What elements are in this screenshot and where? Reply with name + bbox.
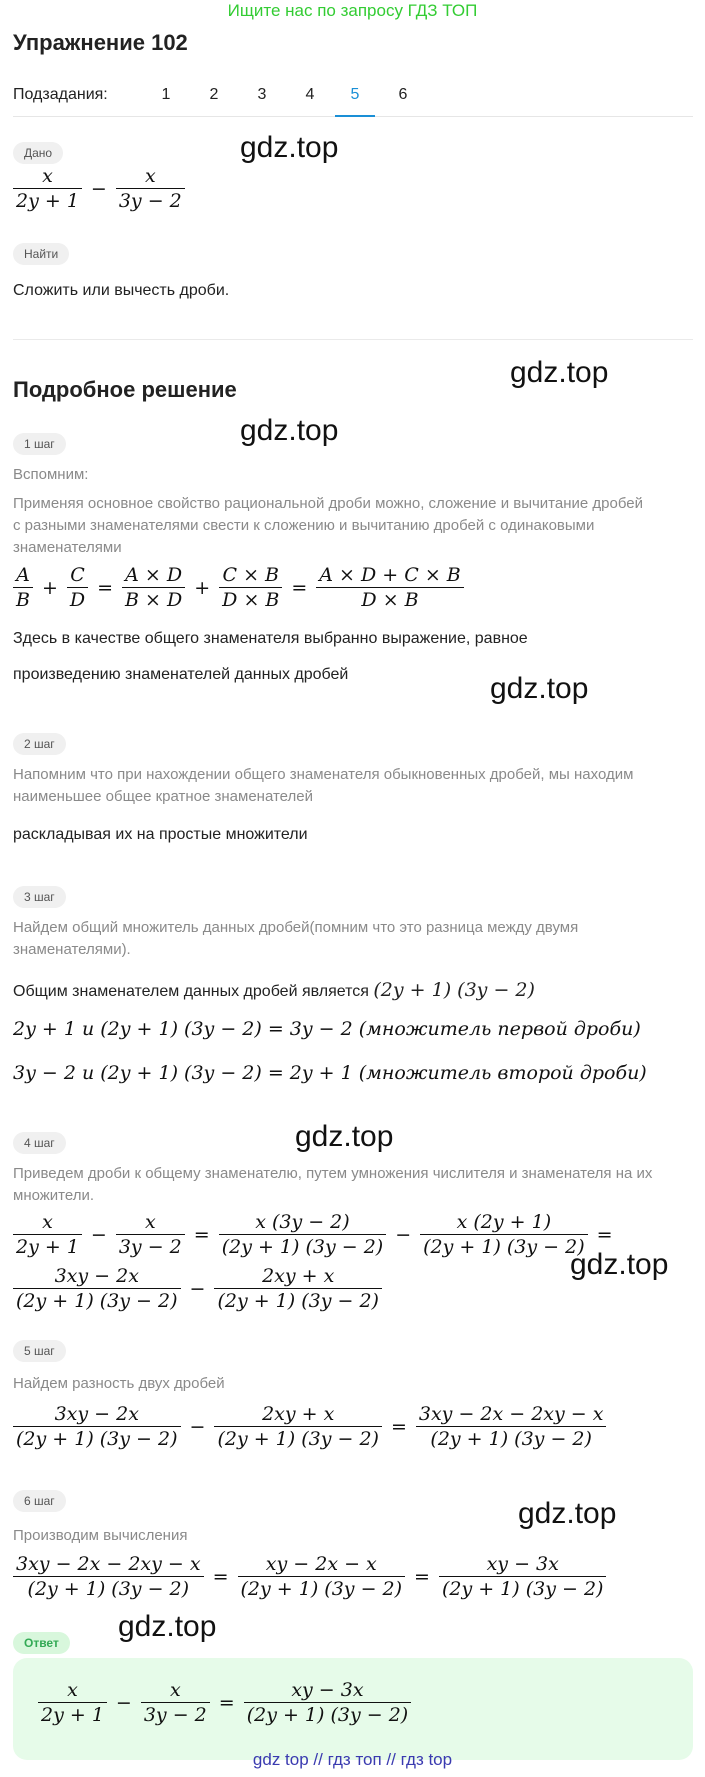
step3-line1: 2y + 1 и (2y + 1) (3y − 2) = 3y − 2 (множитель первой дроби) (13, 1018, 641, 1040)
watermark: gdz.top (118, 1610, 217, 1643)
watermark: gdz.top (240, 131, 339, 164)
step6-text: Производим вычисления (13, 1527, 188, 1544)
tab-subtask-3[interactable]: 3 (257, 86, 267, 103)
step5-pill: 5 шаг (13, 1340, 66, 1362)
step3-text: Найдем общий множитель данных дробей(помним что это разница между двумя знаменателями). (13, 919, 579, 958)
step5-text: Найдем разность двух дробей (13, 1375, 225, 1392)
watermark: gdz.top (510, 356, 609, 389)
answer-pill: Ответ (13, 1632, 70, 1654)
step1-note1: Здесь в качестве общего знаменателя выбранно выражение, равное (13, 630, 528, 647)
tab-subtask-1[interactable]: 1 (161, 86, 171, 103)
watermark: gdz.top (490, 672, 589, 705)
step3-common: Общим знаменателем данных дробей является (2y + 1) (3y − 2) (13, 979, 535, 1001)
step5-formula: $\frac{3xy - 2x}{(2y + 1) (3y - 2)}$ − $\frac{2xy + x}{(2y + 1) (3y - 2)}$ = $\frac{3xy - 2x - 2xy - x}{(2y + 1) (3y - 2)}$ (10, 1402, 609, 1451)
step6-formula: $\frac{3xy - 2x - 2xy - x}{(2y + 1) (3y - 2)}$ = $\frac{xy - 2x - x}{(2y + 1) (3y - 2)}$ = $\frac{xy - 3x}{(2y + 1) (3y - 2)}$ (10, 1552, 609, 1601)
find-pill: Найти (13, 243, 69, 265)
footer-links[interactable]: gdz top // гдз топ // гдз top (252, 1750, 453, 1769)
step3-line2: 3y − 2 и (2y + 1) (3y − 2) = 2y + 1 (множитель второй дроби) (13, 1062, 647, 1084)
page-title: Упражнение 102 (13, 30, 188, 55)
answer-formula: $\frac{x}{2y + 1}$ − $\frac{x}{3y - 2}$ = $\frac{xy - 3x}{(2y + 1) (3y - 2)}$ (35, 1678, 414, 1727)
subtasks-label: Подзадания: (13, 86, 108, 103)
tab-subtask-6[interactable]: 6 (398, 86, 408, 103)
step3-pill: 3 шаг (13, 886, 66, 908)
step2-text: Напомним что при нахождении общего знаменателя обыкновенных дробей, мы находим наименьшее общее кратное знаменателей (13, 766, 634, 805)
watermark: gdz.top (240, 414, 339, 447)
step6-pill: 6 шаг (13, 1490, 66, 1512)
step1-pill: 1 шаг (13, 433, 66, 455)
subtask-tabs (13, 82, 693, 117)
tab-subtask-5[interactable]: 5 (335, 86, 375, 117)
watermark: gdz.top (570, 1248, 669, 1281)
step1-text: Применяя основное свойство рациональной дроби можно, сложение и вычитание дробей с разными знаменателями свести к сложению и вычитанию дробей с одинаковыми знаменателями (13, 495, 643, 556)
find-text: Сложить или вычесть дроби. (13, 282, 230, 299)
given-expression: $\frac{x}{2y + 1}$ − $\frac{x}{3y - 2}$ (10, 164, 188, 213)
tab-subtask-2[interactable]: 2 (209, 86, 219, 103)
given-pill: Дано (13, 142, 63, 164)
search-banner: Ищите нас по запросу ГДЗ ТОП (227, 1, 478, 20)
tab-subtask-4[interactable]: 4 (305, 86, 315, 103)
step4-line1: $\frac{x}{2y + 1}$ − $\frac{x}{3y - 2}$ = $\frac{x (3y - 2)}{(2y + 1) (3y - 2)}$ − $\frac{x (2y + 1)}{(2y + 1) (3y - 2)}$ = (10, 1210, 619, 1259)
watermark: gdz.top (518, 1497, 617, 1530)
step4-line2: $\frac{3xy - 2x}{(2y + 1) (3y - 2)}$ − $\frac{2xy + x}{(2y + 1) (3y - 2)}$ (10, 1264, 385, 1313)
step1-formula: $\frac{A}{B}$ + $\frac{C}{D}$ = $\frac{A \times D}{B \times D}$ + $\frac{C \times B}{D \times B}$ = $\frac{A \times D + C \times B}{D \times B}$ (10, 563, 467, 612)
divider (13, 339, 693, 340)
solution-title: Подробное решение (13, 377, 237, 402)
step1-note2: произведению знаменателей данных дробей (13, 666, 349, 683)
step4-pill: 4 шаг (13, 1132, 66, 1154)
step2-pill: 2 шаг (13, 733, 66, 755)
step2-note: раскладывая их на простые множители (13, 826, 308, 843)
watermark: gdz.top (295, 1120, 394, 1153)
answer-box (13, 1658, 693, 1760)
step1-recall: Вспомним: (13, 466, 89, 483)
step4-text: Приведем дроби к общему знаменателю, путем умножения числителя и знаменателя на их множители. (13, 1165, 653, 1204)
